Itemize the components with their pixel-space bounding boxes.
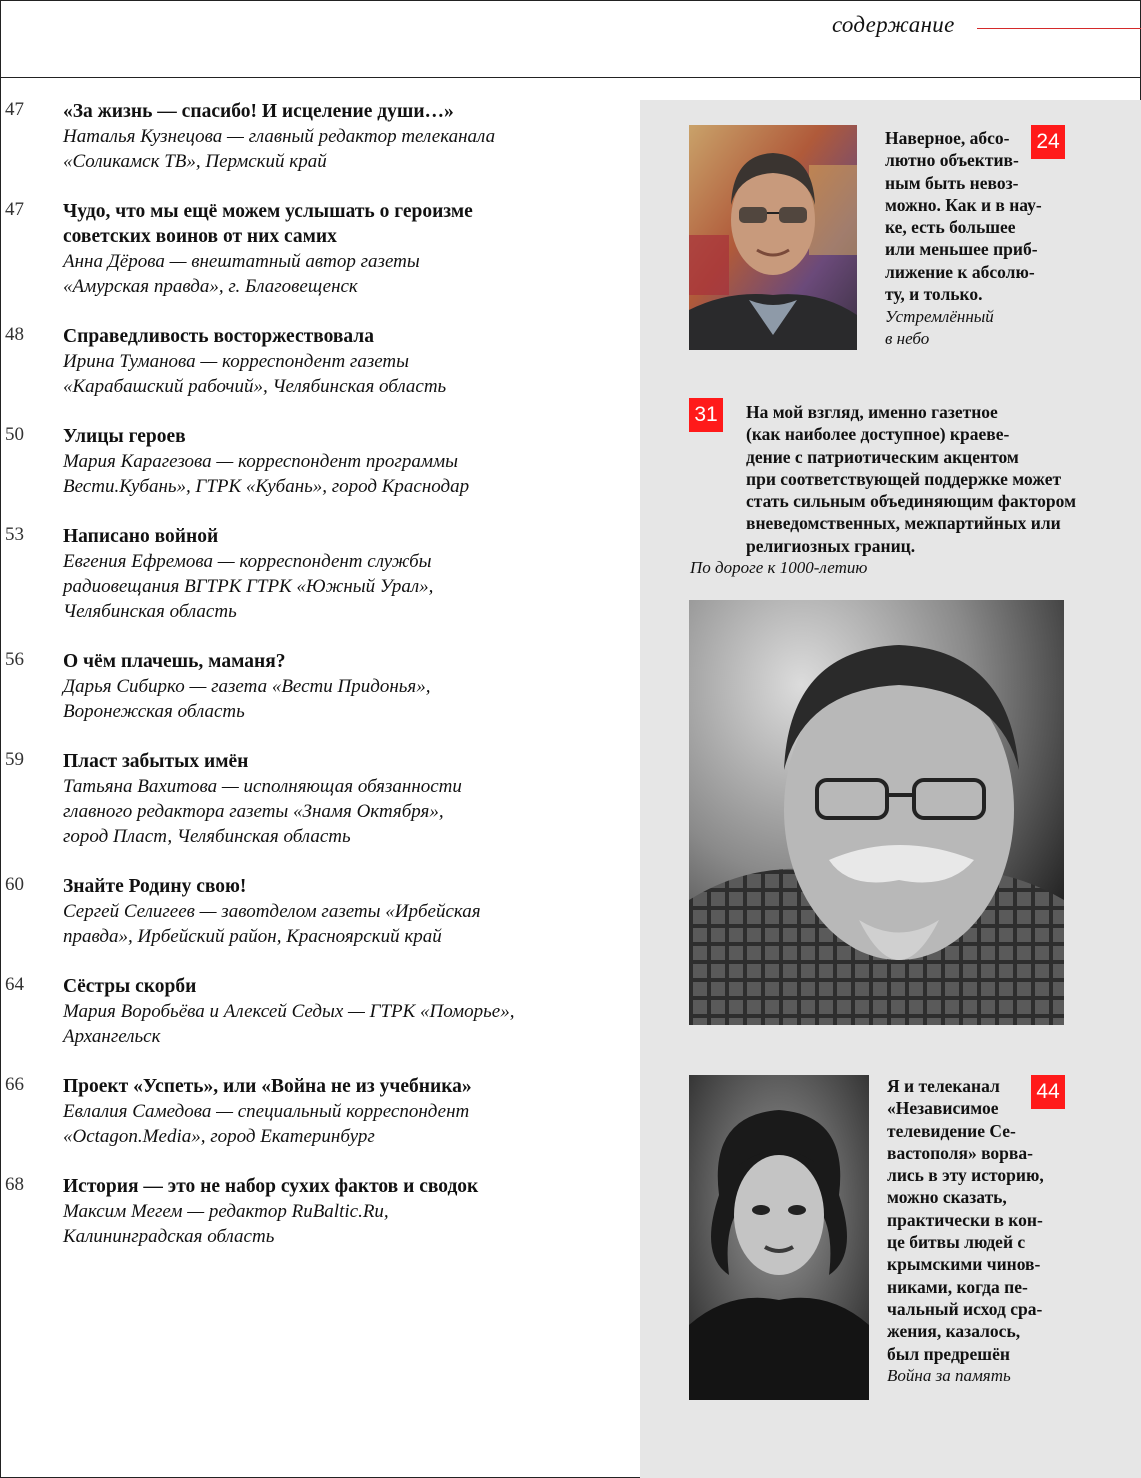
toc-page-number: 64 — [5, 974, 24, 995]
page-badge[interactable]: 44 — [1031, 1075, 1065, 1109]
toc-author: Мария Карагезова — корреспондент программы Вести.Кубань», ГТРК «Кубань», город Краснодар — [63, 451, 470, 497]
toc-title: Чудо, что мы ещё можем услышать о героизме советских воинов от них самих — [63, 201, 473, 247]
page-badge[interactable]: 31 — [689, 398, 723, 432]
toc-title: Улицы героев — [63, 426, 186, 447]
toc-title: «За жизнь — спасибо! И исцеление души…» — [63, 101, 454, 122]
toc-title: О чём плачешь, маманя? — [63, 651, 286, 672]
toc-page-number: 66 — [5, 1074, 24, 1095]
quote-source[interactable]: По дороге к 1000-летию — [690, 558, 868, 577]
accent-line — [977, 28, 1141, 29]
toc-author: Сергей Селигеев — завотделом газеты «Ирбейская правда», Ирбейский район, Красноярский край — [63, 901, 481, 947]
photo-author-1 — [689, 125, 857, 350]
toc-title: Пласт забытых имён — [63, 751, 249, 772]
quote-source[interactable]: Война за память — [887, 1366, 1011, 1385]
photo-author-2 — [689, 600, 1064, 1025]
toc-title: Проект «Успеть», или «Война не из учебника» — [63, 1076, 472, 1097]
toc-page-number: 53 — [5, 524, 24, 545]
toc-author: Татьяна Вахитова — исполняющая обязанности главного редактора газеты «Знамя Октября», город Пласт, Челябинская область — [63, 776, 462, 847]
toc-author: Евгения Ефремова — корреспондент службы радиовещания ВГТРК ГТРК «Южный Урал», Челябинская область — [63, 551, 434, 622]
toc-title: Справедливость восторжествовала — [63, 326, 374, 347]
toc-author: Дарья Сибирко — газета «Вести Придонья», Воронежская область — [63, 676, 431, 722]
toc-author: Максим Мегем — редактор RuBaltic.Ru, Калининградская область — [63, 1201, 389, 1247]
toc-title: Сёстры скорби — [63, 976, 197, 997]
quote-source[interactable]: Устремлённый в небо — [885, 307, 994, 349]
toc-page-number: 50 — [5, 424, 24, 445]
toc-page-number: 47 — [5, 99, 24, 120]
toc-author: Евлалия Самедова — специальный корреспондент «Octagon.Media», город Екатеринбург — [63, 1101, 470, 1147]
photo-author-3 — [689, 1075, 869, 1400]
toc-author: Наталья Кузнецова — главный редактор телеканала «Соликамск ТВ», Пермский край — [63, 126, 496, 172]
toc-page-number: 56 — [5, 649, 24, 670]
header-rule — [0, 77, 1141, 78]
section-title: содержание — [832, 12, 955, 37]
toc-page-number: 68 — [5, 1174, 24, 1195]
toc-page-number: 48 — [5, 324, 24, 345]
quote-text: Я и телеканал «Независимое телевидение Се- вастополя» ворва- лись в эту историю, можно сказать, практически в кон- це битвы людей с крымскими чинов- никами, когда пе- чальный исход сра- жения, казалось, был предрешён — [887, 1076, 1044, 1364]
toc-author: Ирина Туманова — корреспондент газеты «Карабашский рабочий», Челябинская область — [63, 351, 447, 397]
page-badge[interactable]: 24 — [1031, 125, 1065, 159]
quote-text: Наверное, абсо- лютно объектив- ным быть невоз- можно. Как и в нау- ке, есть большее или меньшее приб- лижение к абсолю- ту, и только. — [885, 128, 1042, 305]
toc-page-number: 59 — [5, 749, 24, 770]
toc-title: Знайте Родину свою! — [63, 876, 247, 897]
toc-page-number: 47 — [5, 199, 24, 220]
toc-author: Мария Воробьёва и Алексей Седых — ГТРК «Поморье», Архангельск — [63, 1001, 515, 1047]
toc-page-number: 60 — [5, 874, 24, 895]
toc-title: Написано войной — [63, 526, 219, 547]
toc-author: Анна Дёрова — внештатный автор газеты «Амурская правда», г. Благовещенск — [63, 251, 420, 297]
toc-title: История — это не набор сухих фактов и сводок — [63, 1176, 479, 1197]
quote-text: На мой взгляд, именно газетное (как наиболее доступное) краеве- дение с патриотическим акцентом при соответствующей поддержке может стать сильным объединяющим фактором вневедомственных, межпартийных или религиозных границ. — [746, 402, 1077, 556]
